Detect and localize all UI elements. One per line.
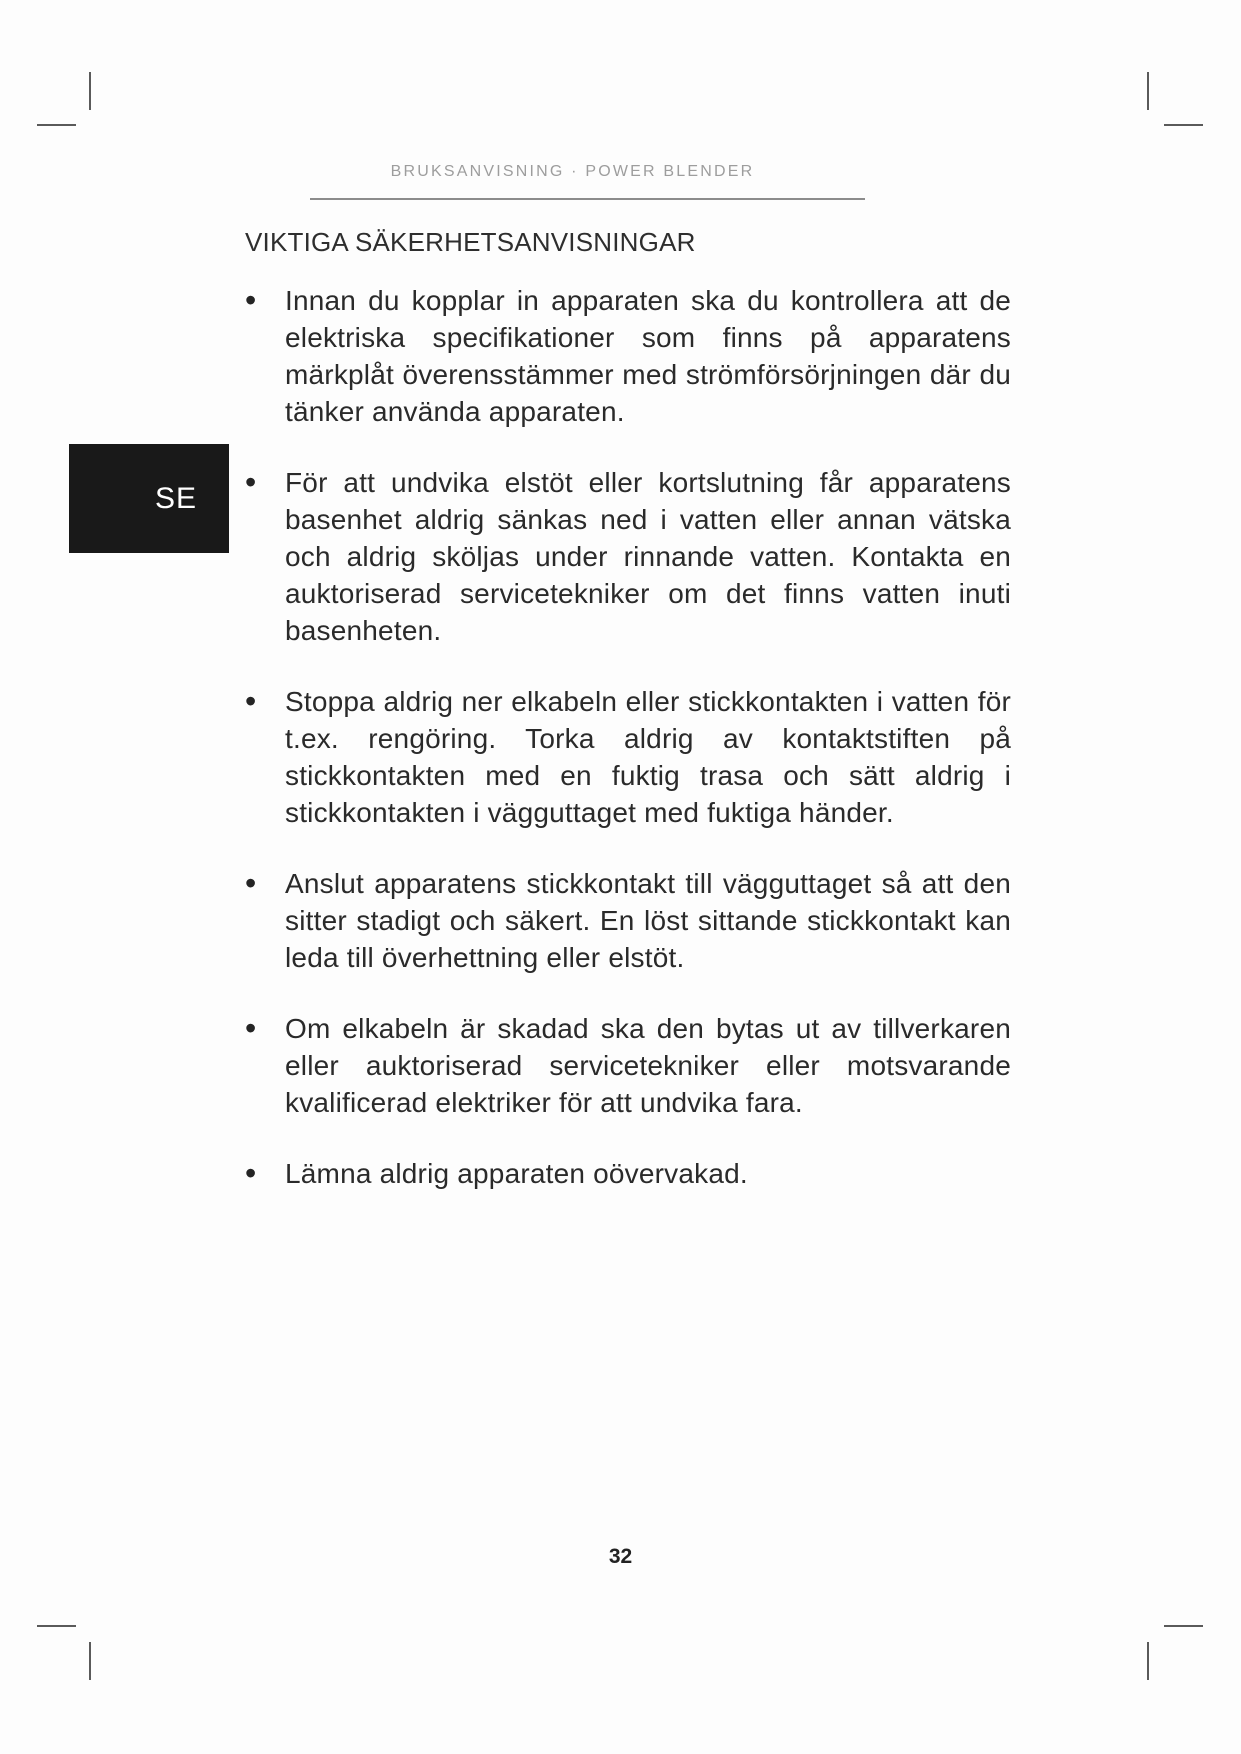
bullet-icon: • — [245, 282, 257, 318]
section-title: VIKTIGA SÄKERHETSANVISNINGAR — [245, 227, 696, 257]
bullet-icon: • — [245, 1155, 257, 1191]
safety-bullet-text: Om elkabeln är skadad ska den bytas ut av tillverkaren eller auktoriserad servicetekniker eller motsvarande kvalificerad elektriker för att undvika fara. — [285, 1013, 1011, 1118]
header-rule — [310, 198, 865, 200]
crop-mark-bottom-left-horizontal — [37, 1625, 76, 1627]
crop-mark-top-left-vertical — [89, 72, 91, 110]
crop-mark-bottom-right-vertical — [1147, 1642, 1149, 1680]
safety-bullet-text: Innan du kopplar in apparaten ska du kontrollera att de elektriska specifikationer som finns på apparatens märkplåt överensstämmer med strömförsörjningen där du tänker använda apparaten. — [285, 285, 1011, 427]
crop-mark-top-right-vertical — [1147, 72, 1149, 110]
language-tab — [69, 444, 229, 553]
safety-bullet-1 — [245, 282, 1011, 430]
bullet-icon: • — [245, 683, 257, 719]
safety-bullet-2 — [245, 464, 1011, 649]
bullet-icon: • — [245, 1010, 257, 1046]
page-number: 32 — [608, 1545, 633, 1568]
safety-bullet-text: För att undvika elstöt eller kortslutning får apparatens basenhet aldrig sänkas ned i vatten eller annan vätska och aldrig sköljas under rinnande vatten. Kontakta en auktoriserad servicetekniker om det finns vatten inuti basenheten. — [285, 467, 1011, 646]
crop-mark-bottom-left-vertical — [89, 1642, 91, 1680]
safety-bullet-text: Stoppa aldrig ner elkabeln eller stickkontakten i vatten för t.ex. rengöring. Torka aldrig av kontaktstiften på stickkontakten med en fuktig trasa och sätt aldrig i stickkontakten i vägguttaget med fuktiga händer. — [285, 686, 1011, 828]
content-column — [245, 226, 1011, 1226]
crop-mark-bottom-right-horizontal — [1164, 1625, 1203, 1627]
safety-bullet-5 — [245, 1010, 1011, 1121]
bullet-icon: • — [245, 865, 257, 901]
language-tab-label: SE — [154, 481, 197, 515]
safety-bullet-4 — [245, 865, 1011, 976]
crop-mark-top-left-horizontal — [37, 124, 76, 126]
safety-bullet-6 — [245, 1155, 1011, 1192]
bullet-icon: • — [245, 464, 257, 500]
safety-bullet-text: Anslut apparatens stickkontakt till vägguttaget så att den sitter stadigt och säkert. En löst sittande stickkontakt kan leda till överhettning eller elstöt. — [285, 868, 1011, 973]
running-header: BRUKSANVISNING · POWER BLENDER — [390, 163, 755, 180]
crop-mark-top-right-horizontal — [1164, 124, 1203, 126]
safety-bullet-text: Lämna aldrig apparaten oövervakad. — [285, 1158, 748, 1189]
safety-bullet-3 — [245, 683, 1011, 831]
